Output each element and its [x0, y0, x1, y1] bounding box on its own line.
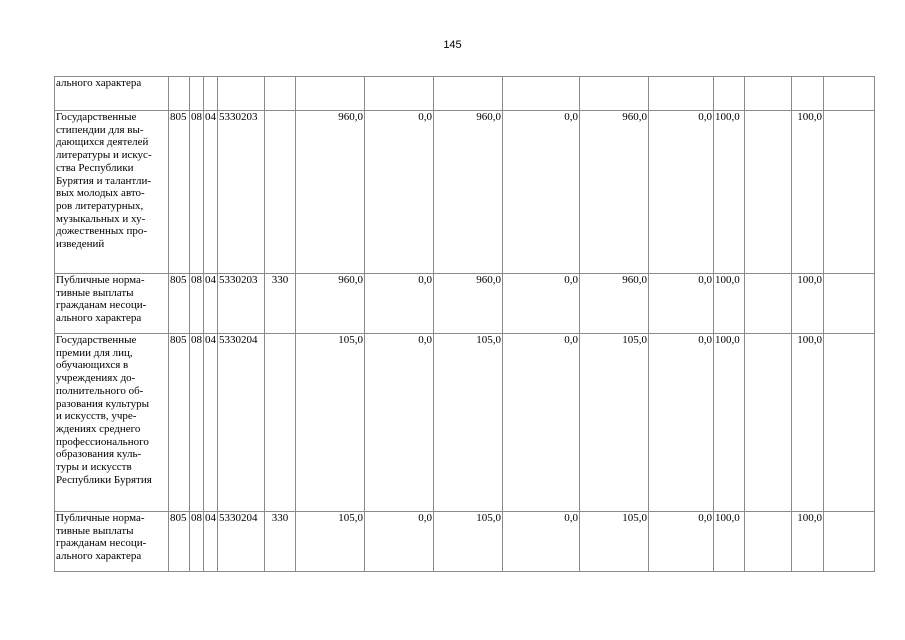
cell-gr: 805 — [169, 274, 190, 334]
cell-v2: 0,0 — [365, 334, 434, 512]
table-row — [55, 334, 875, 512]
cell-empty — [824, 111, 875, 274]
cell-p1: 100,0 — [714, 111, 745, 274]
cell-gr: 805 — [169, 334, 190, 512]
cell-vr — [265, 77, 296, 111]
cell-gr — [169, 77, 190, 111]
cell-v6: 0,0 — [649, 111, 714, 274]
cell-vr: 330 — [265, 512, 296, 572]
cell-empty — [824, 77, 875, 111]
cell-vr — [265, 111, 296, 274]
cell-p1: 100,0 — [714, 512, 745, 572]
cell-gr: 805 — [169, 512, 190, 572]
cell-v4: 0,0 — [503, 334, 580, 512]
cell-v5 — [580, 77, 649, 111]
cell-csr — [218, 77, 265, 111]
page-number: 145 — [443, 39, 462, 51]
cell-v4: 0,0 — [503, 274, 580, 334]
cell-empty — [824, 512, 875, 572]
cell-v5: 960,0 — [580, 111, 649, 274]
row-name: Государственные стипендии для вы- дающихся деятелей литературы и искус- ства Республики Бурятия и талантли- вых молодых авто- ров литературных, музыкальных и ху- дожественных про- изведений — [55, 111, 169, 274]
row-name: Публичные норма- тивные выплаты гражданам несоци- ального характера — [55, 274, 169, 334]
cell-v1: 105,0 — [296, 512, 365, 572]
cell-v1 — [296, 77, 365, 111]
table-row — [55, 274, 875, 334]
cell-rz: 08 — [190, 111, 204, 274]
cell-pr: 04 — [204, 111, 218, 274]
cell-empty — [824, 334, 875, 512]
budget-table-body — [55, 77, 875, 572]
cell-gr: 805 — [169, 111, 190, 274]
cell-rz: 08 — [190, 334, 204, 512]
cell-v6: 0,0 — [649, 274, 714, 334]
cell-csr: 5330203 — [218, 111, 265, 274]
cell-empty — [824, 274, 875, 334]
cell-p1: 100,0 — [714, 274, 745, 334]
cell-v2: 0,0 — [365, 512, 434, 572]
row-name: Государственные премии для лиц, обучающихся в учреждениях до- полнительного об- разования культуры и искусств, учре- ждениях среднего профессионального образования куль- туры и искусств Республики Бурятия — [55, 334, 169, 512]
cell-empty — [745, 512, 792, 572]
cell-v4: 0,0 — [503, 111, 580, 274]
cell-v5: 105,0 — [580, 512, 649, 572]
cell-pr: 04 — [204, 334, 218, 512]
row-name: Публичные норма- тивные выплаты гражданам несоци- ального характера — [55, 512, 169, 572]
row-name: ального характера — [55, 77, 169, 111]
cell-pr: 04 — [204, 274, 218, 334]
table-row — [55, 512, 875, 572]
cell-v3: 105,0 — [434, 334, 503, 512]
cell-empty — [745, 111, 792, 274]
cell-v2: 0,0 — [365, 111, 434, 274]
cell-p2: 100,0 — [792, 111, 824, 274]
cell-v5: 105,0 — [580, 334, 649, 512]
cell-v1: 105,0 — [296, 334, 365, 512]
cell-v1: 960,0 — [296, 274, 365, 334]
cell-csr: 5330204 — [218, 512, 265, 572]
cell-rz: 08 — [190, 274, 204, 334]
cell-p2: 100,0 — [792, 334, 824, 512]
cell-p1 — [714, 77, 745, 111]
cell-p2: 100,0 — [792, 274, 824, 334]
cell-p2: 100,0 — [792, 512, 824, 572]
cell-empty — [745, 274, 792, 334]
cell-pr — [204, 77, 218, 111]
cell-vr — [265, 334, 296, 512]
cell-p1: 100,0 — [714, 334, 745, 512]
cell-v5: 960,0 — [580, 274, 649, 334]
cell-vr: 330 — [265, 274, 296, 334]
cell-empty — [745, 334, 792, 512]
cell-v4 — [503, 77, 580, 111]
cell-pr: 04 — [204, 512, 218, 572]
cell-p2 — [792, 77, 824, 111]
budget-table — [54, 76, 875, 572]
cell-csr: 5330203 — [218, 274, 265, 334]
cell-empty — [745, 77, 792, 111]
table-row — [55, 111, 875, 274]
cell-csr: 5330204 — [218, 334, 265, 512]
cell-v1: 960,0 — [296, 111, 365, 274]
cell-v2 — [365, 77, 434, 111]
cell-v6: 0,0 — [649, 334, 714, 512]
cell-v6 — [649, 77, 714, 111]
table-row — [55, 77, 875, 111]
cell-v2: 0,0 — [365, 274, 434, 334]
cell-v3: 960,0 — [434, 111, 503, 274]
cell-v3: 105,0 — [434, 512, 503, 572]
cell-v3 — [434, 77, 503, 111]
cell-v6: 0,0 — [649, 512, 714, 572]
cell-v3: 960,0 — [434, 274, 503, 334]
cell-rz — [190, 77, 204, 111]
cell-v4: 0,0 — [503, 512, 580, 572]
cell-rz: 08 — [190, 512, 204, 572]
